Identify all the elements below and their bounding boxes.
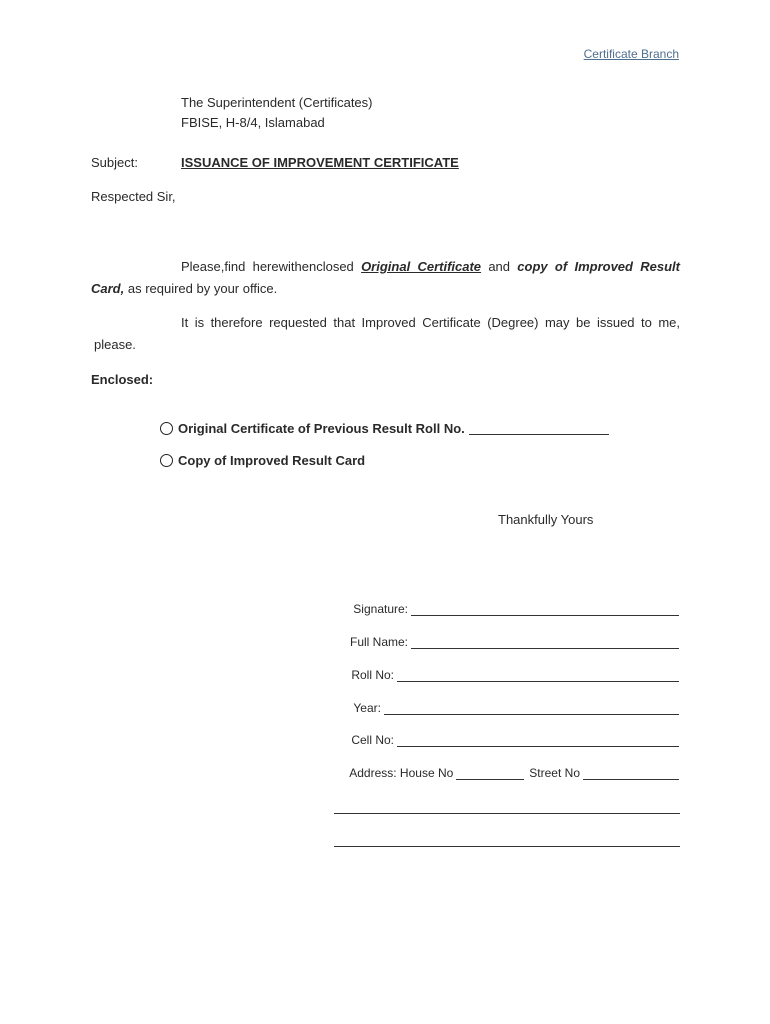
address-house-label: Address: House No	[349, 766, 454, 780]
subject-text: ISSUANCE OF IMPROVEMENT CERTIFICATE	[181, 155, 459, 170]
street-label: Street No	[529, 766, 580, 780]
cell-no-line[interactable]	[397, 735, 679, 747]
signature-label: Signature:	[353, 602, 408, 616]
enclosed-item-2-text: Copy of Improved Result Card	[178, 453, 366, 468]
signature-line[interactable]	[411, 604, 679, 616]
signature-field[interactable]	[353, 602, 679, 616]
recipient-line-2: FBISE, H-8/4, Islamabad	[181, 115, 325, 130]
closing: Thankfully Yours	[498, 512, 594, 527]
address-line-3[interactable]	[334, 846, 680, 847]
street-no-line[interactable]	[583, 768, 679, 780]
year-field[interactable]	[353, 701, 679, 715]
salutation: Respected Sir,	[91, 189, 176, 204]
enclosed-item-1-text: Original Certificate of Previous Result Roll No.	[178, 421, 465, 436]
circle-bullet-icon	[160, 422, 173, 435]
enclosed-label: Enclosed:	[91, 372, 154, 387]
roll-no-label: Roll No:	[351, 668, 394, 682]
paragraph-1-mid: and	[481, 259, 518, 274]
year-line[interactable]	[384, 703, 679, 715]
paragraph-1-pre: Please,find herewithenclosed	[181, 259, 362, 274]
paragraph-2-text: It is therefore requested that Improved Certificate (Degree) may be issued to me, please.	[94, 315, 680, 352]
paragraph-1-original-certificate: Original Certificate	[361, 259, 482, 274]
cell-no-field[interactable]	[351, 733, 679, 747]
full-name-line[interactable]	[411, 637, 679, 649]
recipient-line-1: The Superintendent (Certificates)	[181, 95, 373, 110]
subject-label: Subject:	[91, 155, 138, 170]
paragraph-1-post: as required by your office.	[124, 281, 278, 296]
branch-header: Certificate Branch	[583, 47, 679, 61]
full-name-label: Full Name:	[349, 635, 408, 649]
address-field[interactable]	[349, 766, 679, 780]
roll-no-blank[interactable]	[469, 422, 609, 435]
address-line-2[interactable]	[334, 813, 680, 814]
enclosed-item-1	[160, 421, 609, 436]
paragraph-1	[91, 256, 680, 300]
full-name-field[interactable]	[350, 635, 679, 649]
cell-no-label: Cell No:	[351, 733, 394, 747]
year-label: Year:	[353, 701, 381, 715]
enclosed-item-2	[160, 453, 365, 468]
paragraph-1-copy-result: copy of Improved Result Card,	[91, 259, 680, 296]
roll-no-field[interactable]	[351, 668, 679, 682]
roll-no-line[interactable]	[397, 670, 679, 682]
circle-bullet-icon	[160, 454, 173, 467]
house-no-line[interactable]	[456, 768, 524, 780]
paragraph-2	[91, 312, 680, 356]
